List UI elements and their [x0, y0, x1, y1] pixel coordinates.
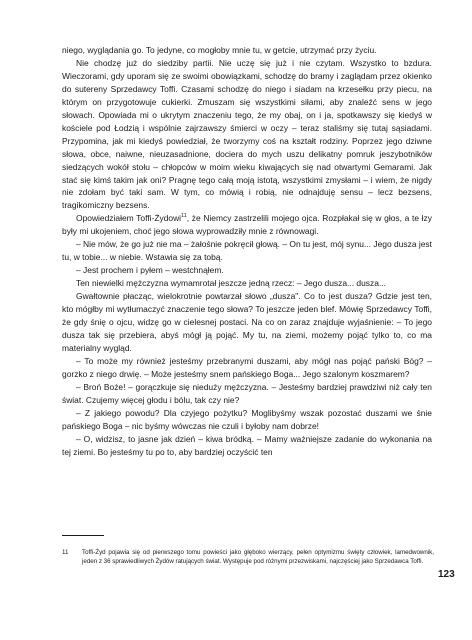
paragraph: niego, wyglądania go. To jedyne, co mogłoby mnie tu, w getcie, utrzymać przy życiu.: [62, 45, 377, 55]
footnote-text: Toffi-Żyd pojawia się od pierwszego tomu powieści jako głęboko wierzący, pełen optymizmu święty człowiek, lamedwownik, jeden z 36 sprawiedliwych Żydów ratujących świat. Występuje pod różnymi przezwiskami, najczęściej jako Sprzedawca Toffi.: [82, 549, 434, 566]
footnote-number: 11: [62, 549, 69, 556]
book-page: [62, 44, 432, 459]
paragraph: [62, 212, 432, 238]
footnote-reference[interactable]: 11: [181, 213, 187, 220]
paragraph-text: Opowiedziałem Toffi-Żydowi: [76, 213, 182, 224]
paragraph: – O, widzisz, to jasne jak dzień – kiwa bródką. – Mamy ważniejsze zadanie do wykonania na tej ziemi. Bo jesteśmy tu po to, aby bardziej oczyścić ten: [62, 433, 432, 457]
paragraph: – Z jakiego powodu? Dla czyjego pożytku? Moglibyśmy wszak pozostać duszami we śnie pańskiego Boga – nic byśmy wówczas nie czuli i byłoby nam dobrze!: [62, 407, 432, 431]
paragraph: Nie chodzę już do siedziby partii. Nie uczę się już i nie czytam. Wszystko to bzdura. Wieczorami, gdy uporam się ze swoimi obowiązkami, schodzę do bramy i zaglądam przez okienko do sutereny Sprzedawcy Toffi. Czasami schodzę do niego i siadam na krzesełku przy piecu, na którym on przygotowuje cukierki. Zmuszam się wszystkimi siłami, aby znaleźć sens w jego słowach. Opowiada mi o ukrytym znaczeniu tego, że my obaj, on i ja, spotkawszy się kiedyś w kościele pod Łodzią i wspólnie zajrzawszy śmierci w oczy – teraz staliśmy się tutaj sąsiadami. Przypomina, jak mi kiedyś powiedział, że tworzymy coś na kształt rodziny. Poprzez jego dziwne słowa, obce, naiwne, nieuzasadnione, dociera do mych uszu delikatny pomruk jeszybotników siedzących wokół stołu – chłopców w moim wieku kiwających się nad otwartymi Gemarami. Jak stać się kimś takim jak oni? Pragnę tego całą moją istotą, wszystkimi zmysłami – i wiem, że nigdy nie zdołam być taki sam. W tym, co mówią i robią, nie odnajduję sensu – lecz bezsens, tragikomiczny bezsens.: [62, 57, 432, 211]
paragraph: Gwałtownie płacząc, wielokrotnie powtarzał słowo „dusza". Co to jest dusza? Gdzie jest ten, kto mógłby mi wytłumaczyć znaczenie tego słowa? To jeszcze jeden blef. Mówię Sprzedawcy Toffi, że gdy śnię o ojcu, widzę go w cielesnej postaci. Na co on zaraz znajduje wyjaśnienie: – To jego dusza tak się przebiera, abyś mógł ją pojąć. My tu, na ziemi, możemy pojąć tylko to, co ma materialny wygląd.: [62, 291, 432, 353]
body-text: [62, 44, 432, 459]
paragraph: – To może my również jesteśmy przebranymi duszami, aby mógł nas pojąć pański Bóg? – gorzko z niego drwię. – Może jesteśmy snem pańskiego Boga... Jego szalonym koszmarem?: [62, 355, 432, 379]
paragraph-text: , że Niemcy zastrzelili mojego ojca. Rozpłakał się w głos, a te łzy były mi ukojeniem, choć jego słowa wyprowadziły mnie z równowagi.: [62, 213, 432, 237]
footnote: [62, 548, 434, 567]
page-number: 123: [438, 569, 455, 580]
paragraph: – Nie mów, że go już nie ma – żałośnie pokręcił głową. – On tu jest, mój synu... Jego dusza jest tu, w tobie... w niebie. Wstawia się za tobą.: [62, 239, 432, 263]
paragraph: – Broń Boże! – gorączkuje się nieduży mężczyzna. – Jesteśmy bardziej prawdziwi niż cały ten świat. Czujemy więcej głodu i bólu, tak czy nie?: [62, 381, 432, 405]
footnote-divider: [62, 535, 104, 536]
paragraph: – Jest prochem i pyłem – westchnąłem.: [76, 265, 224, 276]
paragraph: Ten niewielki mężczyzna wymamrotał jeszcze jedną rzecz: – Jego dusza... dusza...: [76, 278, 386, 289]
